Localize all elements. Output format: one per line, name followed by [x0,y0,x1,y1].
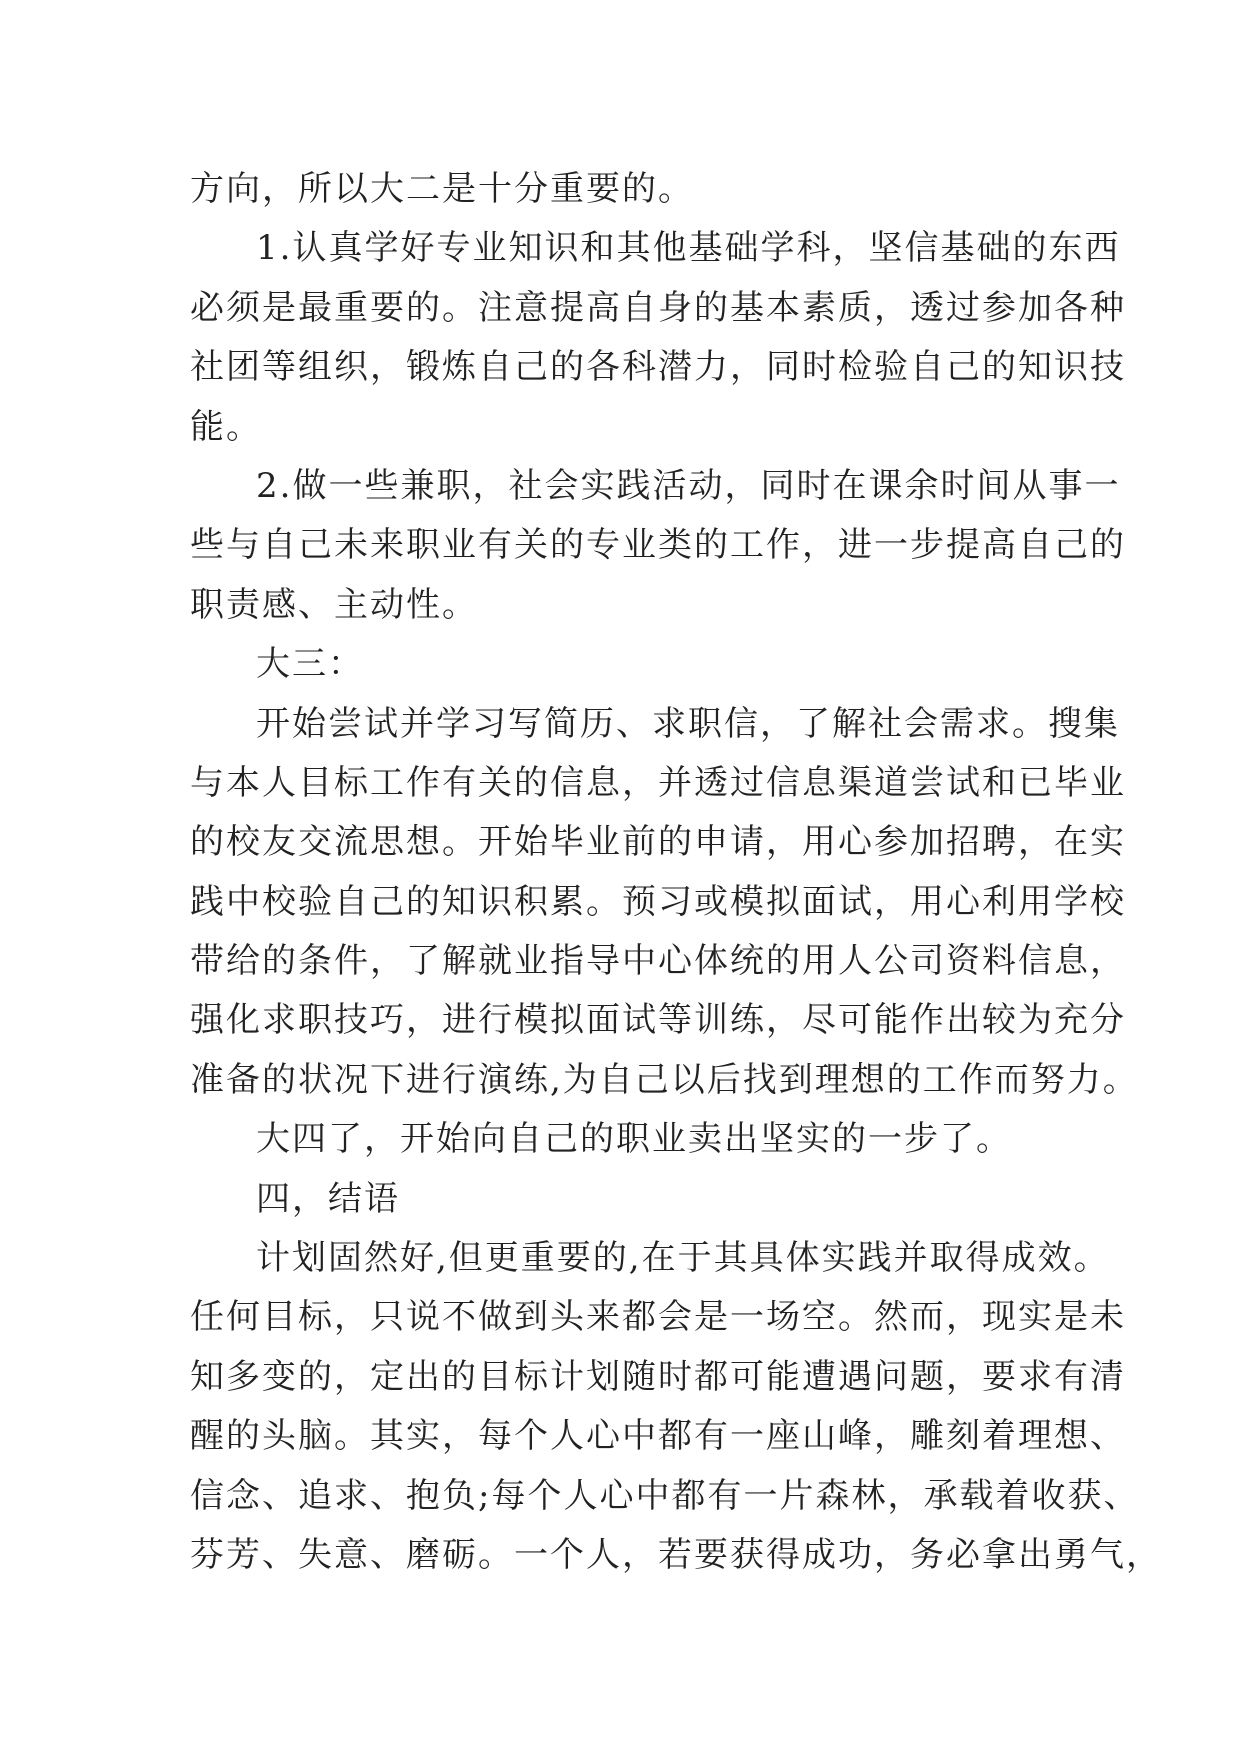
text-line: 知多变的，定出的目标计划随时都可能遭遇问题，要求有清 [190,1356,1126,1397]
text-line: 醒的头脑。其实，每个人心中都有一座山峰，雕刻着理想、 [190,1416,1126,1457]
text-line: 社团等组织，锻炼自己的各科潜力，同时检验自己的知识技 [190,347,1126,388]
text-line: 准备的状况下进行演练,为自己以后找到理想的工作而努力。 [190,1059,1139,1100]
text-line: 1.认真学好专业知识和其他基础学科，坚信基础的东西 [256,228,1121,269]
text-line: 带给的条件，了解就业指导中心体统的用人公司资料信息， [190,941,1126,982]
text-line: 2.做一些兼职，社会实践活动，同时在课余时间从事一 [256,465,1121,506]
text-line: 信念、追求、抱负;每个人心中都有一片森林，承载着收获、 [190,1475,1140,1516]
document-body [190,160,1162,1585]
text-line: 开始尝试并学习写简历、求职信，了解社会需求。搜集 [256,703,1120,744]
text-line: 践中校验自己的知识积累。预习或模拟面试，用心利用学校 [190,881,1126,922]
text-line: 四，结语 [256,1178,400,1219]
text-line: 职责感、主动性。 [190,584,478,625]
text-line: 任何目标，只说不做到头来都会是一场空。然而，现实是未 [190,1297,1126,1338]
text-line: 计划固然好,但更重要的,在于其具体实践并取得成效。 [256,1238,1110,1279]
text-line: 的校友交流思想。开始毕业前的申请，用心参加招聘，在实 [190,822,1126,863]
text-line: 必须是最重要的。注意提高自身的基本素质，透过参加各种 [190,287,1126,328]
text-line: 些与自己未来职业有关的专业类的工作，进一步提高自己的 [190,525,1126,566]
text-line: 与本人目标工作有关的信息，并透过信息渠道尝试和已毕业 [190,762,1126,803]
text-line: 强化求职技巧，进行模拟面试等训练，尽可能作出较为充分 [190,1000,1126,1041]
text-line: 芬芳、失意、磨砺。一个人，若要获得成功，务必拿出勇气， [190,1534,1162,1575]
text-line: 能。 [190,406,262,447]
text-line: 大三： [256,644,364,685]
text-line: 大四了，开始向自己的职业卖出坚实的一步了。 [256,1119,1012,1160]
text-line: 方向，所以大二是十分重要的。 [190,169,694,209]
